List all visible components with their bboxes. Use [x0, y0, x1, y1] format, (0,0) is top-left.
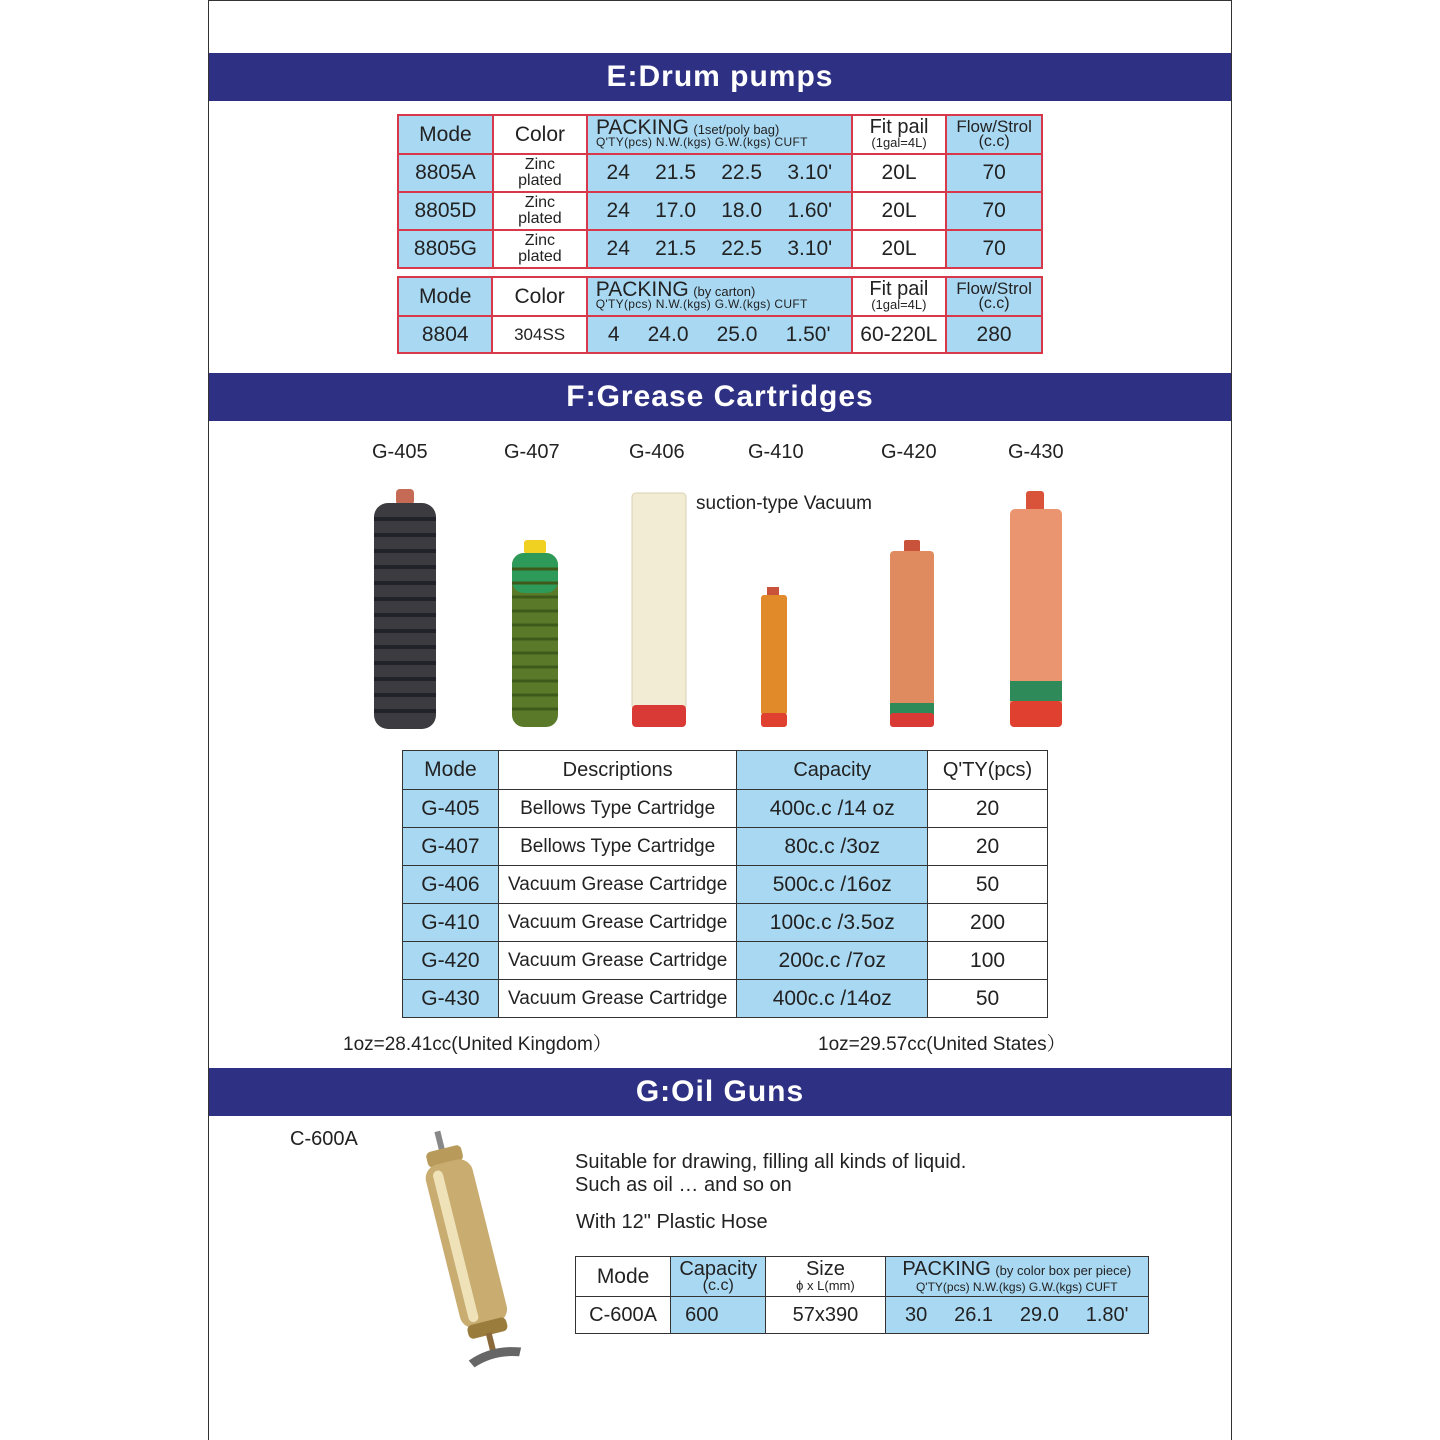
table-row: G-410 Vacuum Grease Cartridge 100c.c /3.5oz 200 — [403, 904, 1048, 942]
header-mode: Mode — [398, 115, 493, 154]
table-row: G-430 Vacuum Grease Cartridge 400c.c /14oz 50 — [403, 980, 1048, 1018]
table-row: G-405 Bellows Type Cartridge 400c.c /14 oz 20 — [403, 790, 1048, 828]
header-color: Color — [493, 115, 587, 154]
drum-pump-table-poly-bag — [397, 114, 1043, 269]
table-row: G-407 Bellows Type Cartridge 80c.c /3oz 20 — [403, 828, 1048, 866]
section-title-oil-guns: G:Oil Guns — [209, 1068, 1231, 1116]
header-color: Color — [492, 277, 586, 316]
note-uk-ounce: 1oz=28.41cc(United Kingdom） — [343, 1034, 612, 1055]
header-fit-pail: Fit pail (1gal=4L) — [852, 277, 947, 316]
table-row: 8805A Zinc plated 24 21.5 22.5 3.10' 20L 70 — [398, 154, 1042, 192]
label-g406: G-406 — [629, 441, 685, 463]
g420-cartridge-image — [890, 540, 934, 727]
header-size: Size ϕ x L(mm) — [766, 1257, 885, 1297]
oil-gun-image — [380, 1125, 560, 1375]
note-us-ounce: 1oz=29.57cc(United States） — [818, 1034, 1066, 1055]
g410-cartridge-image — [761, 587, 787, 727]
label-g420: G-420 — [881, 441, 937, 463]
table-row: 8805D Zinc plated 24 17.0 18.0 1.60' 20L 70 — [398, 192, 1042, 230]
table-row: G-420 Vacuum Grease Cartridge 200c.c /7oz 100 — [403, 942, 1048, 980]
header-mode: Mode — [576, 1257, 671, 1297]
g405-cartridge-image — [374, 489, 436, 729]
table-row: C-600A 600 57x390 30 26.1 29.0 1.80' — [576, 1297, 1149, 1334]
header-qty: Q'TY(pcs) — [928, 751, 1048, 790]
header-capacity: Capacity (c.c) — [671, 1257, 766, 1297]
g406-cartridge-image — [632, 493, 686, 727]
vacuum-note: suction-type Vacuum — [696, 493, 873, 514]
g407-cartridge-image — [512, 540, 558, 727]
oil-gun-desc-line2: Such as oil … and so on — [575, 1174, 792, 1196]
label-g405: G-405 — [372, 441, 428, 463]
g430-cartridge-image — [1010, 491, 1062, 727]
table-row: 8804 304SS 4 24.0 25.0 1.50' 60-220L 280 — [398, 316, 1042, 353]
header-packing: PACKING (by carton) Q'TY(pcs) N.W.(kgs) G.W.(kgs) CUFT — [587, 277, 852, 316]
header-flow: Flow/Strol (c.c) — [946, 115, 1042, 154]
label-g410: G-410 — [748, 441, 804, 463]
header-descriptions: Descriptions — [498, 751, 737, 790]
header-packing: PACKING (1set/poly bag) Q'TY(pcs) N.W.(kgs) G.W.(kgs) CUFT — [587, 115, 852, 154]
oil-gun-table — [575, 1256, 1149, 1334]
table-row: 8805G Zinc plated 24 21.5 22.5 3.10' 20L 70 — [398, 230, 1042, 268]
header-fit-pail: Fit pail (1gal=4L) — [852, 115, 946, 154]
header-mode: Mode — [398, 277, 492, 316]
header-packing: PACKING (by color box per piece) Q'TY(pcs) N.W.(kgs) G.W.(kgs) CUFT — [885, 1257, 1148, 1297]
label-g407: G-407 — [504, 441, 560, 463]
drum-pump-table-carton — [397, 276, 1043, 354]
oil-gun-desc-line1: Suitable for drawing, filling all kinds of liquid. — [575, 1151, 967, 1173]
header-capacity: Capacity — [737, 751, 928, 790]
section-title-drum-pumps: E:Drum pumps — [209, 53, 1231, 101]
label-g430: G-430 — [1008, 441, 1064, 463]
cartridge-illustrations — [360, 485, 1080, 735]
section-title-grease-cartridges: F:Grease Cartridges — [209, 373, 1231, 421]
header-mode: Mode — [403, 751, 499, 790]
oil-gun-desc-line3: With 12" Plastic Hose — [576, 1211, 768, 1233]
header-flow: Flow/Strol (c.c) — [946, 277, 1042, 316]
grease-cartridge-table — [402, 750, 1048, 1018]
oil-gun-label: C-600A — [290, 1128, 358, 1150]
table-row: G-406 Vacuum Grease Cartridge 500c.c /16oz 50 — [403, 866, 1048, 904]
